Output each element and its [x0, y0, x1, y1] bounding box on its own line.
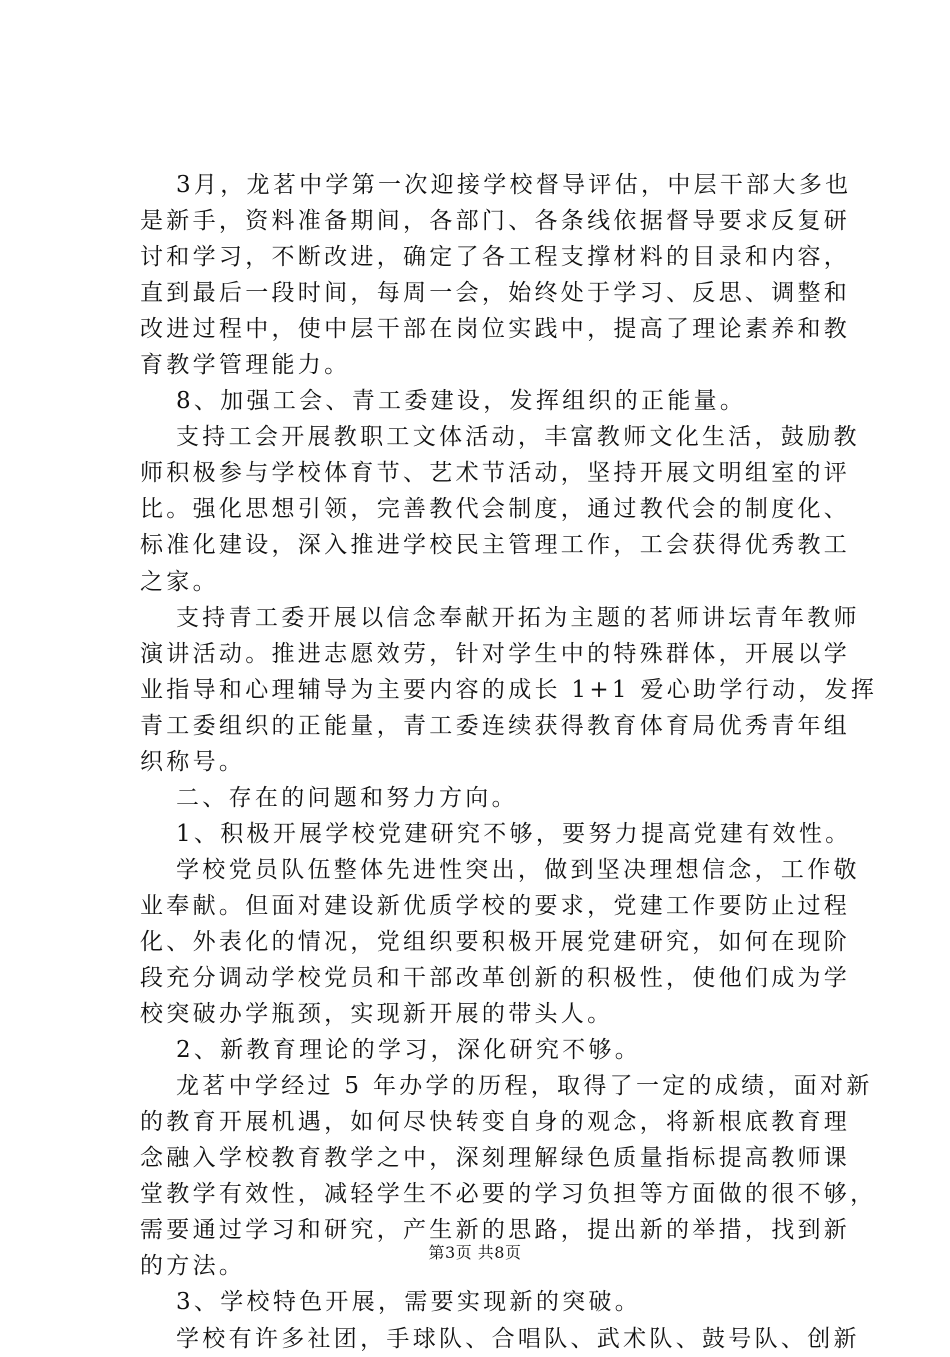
text-line: 校突破办学瓶颈，实现新开展的带头人。	[140, 1001, 614, 1028]
text-line: 直到最后一段时间，每周一会，始终处于学习、反思、调整和	[140, 280, 851, 307]
text-line: 演讲活动。推进志愿效劳，针对学生中的特殊群体，开展以学	[140, 640, 851, 667]
text-line: 二、存在的问题和努力方向。	[176, 784, 518, 811]
text-line: 8、加强工会、青工委建设，发挥组织的正能量。	[176, 388, 747, 415]
text-line: 需要通过学习和研究，产生新的思路，提出新的举措，找到新	[140, 1217, 851, 1244]
text-line: 的方法。	[140, 1253, 246, 1280]
text-line: 青工委组织的正能量，青工委连续获得教育体育局优秀青年组	[140, 712, 851, 739]
text-line: 支持工会开展教职工文体活动，丰富教师文化生活，鼓励教	[176, 424, 860, 451]
text-line: 育教学管理能力。	[140, 352, 351, 379]
text-line: 业奉献。但面对建设新优质学校的要求，党建工作要防止过程	[140, 892, 851, 919]
text-line: 2、新教育理论的学习，深化研究不够。	[176, 1037, 642, 1064]
text-line: 师积极参与学校体育节、艺术节活动，坚持开展文明组室的评	[140, 460, 851, 487]
text-line: 学校有许多社团，手球队、合唱队、武术队、鼓号队、创新	[176, 1325, 860, 1352]
text-line: 支持青工委开展以信念奉献开拓为主题的茗师讲坛青年教师	[176, 604, 860, 631]
text-line: 堂教学有效性，减轻学生不必要的学习负担等方面做的很不够，	[140, 1181, 877, 1208]
page-number-footer: 第3页 共8页	[428, 1243, 522, 1262]
text-line: 业指导和心理辅导为主要内容的成长 1+1 爱心助学行动，发挥	[140, 676, 878, 703]
text-line: 化、外表化的情况，党组织要积极开展党建研究，如何在现阶	[140, 928, 851, 955]
text-line: 念融入学校教育教学之中，深刻理解绿色质量指标提高教师课	[140, 1145, 851, 1172]
text-line: 讨和学习，不断改进，确定了各工程支撑材料的目录和内容，	[140, 244, 851, 271]
text-line: 段充分调动学校党员和干部改革创新的积极性，使他们成为学	[140, 965, 851, 992]
text-line: 是新手，资料准备期间，各部门、各条线依据督导要求反复研	[140, 208, 851, 235]
text-line: 之家。	[140, 568, 219, 595]
text-line: 3月，龙茗中学第一次迎接学校督导评估，中层干部大多也	[176, 172, 852, 198]
text-line: 学校党员队伍整体先进性突出，做到坚决理想信念，工作敬	[176, 856, 860, 883]
text-line: 1、积极开展学校党建研究不够，要努力提高党建有效性。	[176, 820, 852, 847]
text-line: 3、学校特色开展，需要实现新的突破。	[176, 1289, 642, 1316]
text-line: 标准化建设，深入推进学校民主管理工作，工会获得优秀教工	[140, 532, 851, 559]
text-line: 织称号。	[140, 748, 246, 775]
text-line: 的教育开展机遇，如何尽快转变自身的观念，将新根底教育理	[140, 1109, 851, 1136]
document-body	[140, 167, 878, 1357]
text-line: 龙茗中学经过 5 年办学的历程，取得了一定的成绩，面对新	[176, 1073, 873, 1100]
text-line: 比。强化思想引领，完善教代会制度，通过教代会的制度化、	[140, 496, 851, 523]
text-line: 改进过程中，使中层干部在岗位实践中，提高了理论素养和教	[140, 316, 851, 343]
